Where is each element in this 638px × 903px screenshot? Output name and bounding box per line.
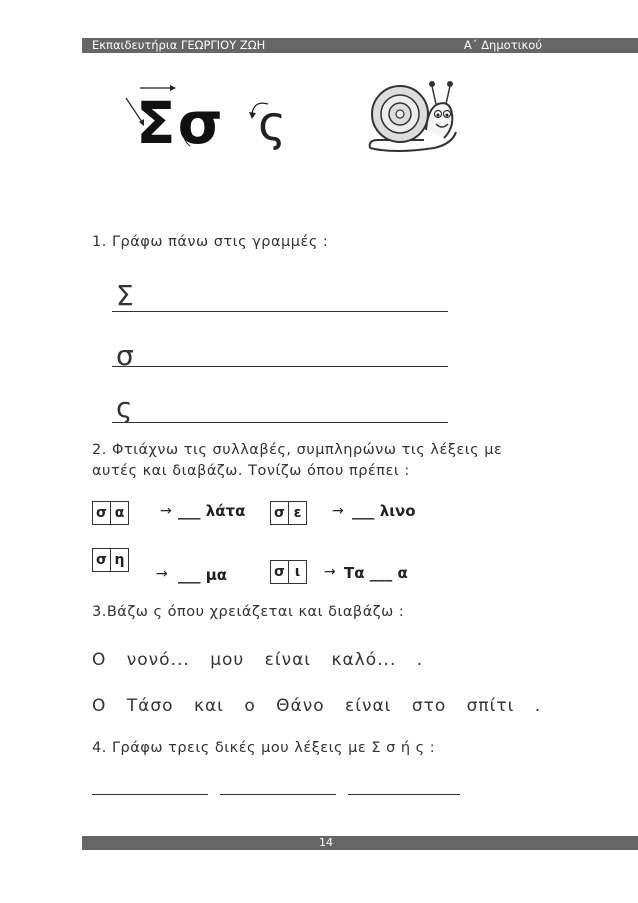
q3-sentence-2[interactable]: Ο Τάσο και ο Θάνο είναι στο σπίτι . bbox=[92, 696, 542, 716]
syllable-box bbox=[270, 501, 307, 525]
arrow-right-icon: → bbox=[160, 503, 172, 519]
header-bar bbox=[82, 38, 638, 53]
syllable-vowel: ε bbox=[288, 502, 306, 524]
fill-word[interactable]: ___ λάτα bbox=[178, 502, 246, 520]
arrow-right-icon: → bbox=[332, 503, 344, 519]
syllable-vowel: α bbox=[110, 502, 128, 524]
writing-line[interactable] bbox=[112, 366, 448, 367]
syllable-box bbox=[92, 548, 129, 572]
answer-line[interactable] bbox=[220, 794, 336, 795]
arrow-right-icon: → bbox=[156, 566, 168, 582]
writing-line[interactable] bbox=[112, 311, 448, 312]
q4-prompt: 4. Γράφω τρεις δικές μου λέξεις με Σ σ ή ς : bbox=[92, 740, 436, 756]
fill-word[interactable]: ___ μα bbox=[178, 566, 228, 584]
trace-letter-final-sigma: ς bbox=[116, 391, 133, 424]
syllable-consonant: σ bbox=[96, 505, 107, 521]
syllable-consonant: σ bbox=[96, 552, 107, 568]
fill-word[interactable]: ___ λινο bbox=[352, 502, 416, 520]
footer-bar bbox=[82, 836, 638, 850]
trace-letter-upper-sigma: Σ bbox=[116, 279, 134, 312]
q1-prompt: 1. Γράφω πάνω στις γραμμές : bbox=[92, 234, 329, 250]
trace-letter-lower-sigma: σ bbox=[116, 339, 134, 372]
final-sigma-letter: ς bbox=[258, 96, 287, 152]
answer-line[interactable] bbox=[348, 794, 460, 795]
syllable-box bbox=[270, 560, 307, 584]
q3-prompt: 3.Βάζω ς όπου χρειάζεται και διαβάζω : bbox=[92, 604, 405, 620]
page-number: 14 bbox=[319, 836, 333, 849]
snail-icon bbox=[364, 74, 464, 156]
syllable-vowel: η bbox=[110, 549, 128, 571]
q2-prompt-line1: 2. Φτιάχνω τις συλλαβές, συμπληρώνω τις λέξεις με bbox=[92, 442, 503, 458]
school-name: Εκπαιδευτήρια ΓΕΩΡΓΙΟΥ ΖΩΗ bbox=[92, 38, 266, 52]
q3-sentence-1[interactable]: Ο νονό... μου είναι καλό... . bbox=[92, 650, 424, 670]
fill-word[interactable]: Τα ___ α bbox=[344, 564, 408, 582]
syllable-consonant: σ bbox=[274, 505, 285, 521]
syllable-vowel: ι bbox=[288, 561, 306, 583]
syllable-consonant: σ bbox=[274, 564, 285, 580]
syllable-box bbox=[92, 501, 129, 525]
title-letters: Σσ bbox=[136, 89, 225, 157]
grade-label: Α΄ Δημοτικού bbox=[463, 38, 542, 52]
arrow-right-icon: → bbox=[324, 564, 336, 580]
answer-line[interactable] bbox=[92, 794, 208, 795]
q2-prompt-line2: αυτές και διαβάζω. Τονίζω όπου πρέπει : bbox=[92, 463, 410, 479]
writing-line[interactable] bbox=[112, 422, 448, 423]
